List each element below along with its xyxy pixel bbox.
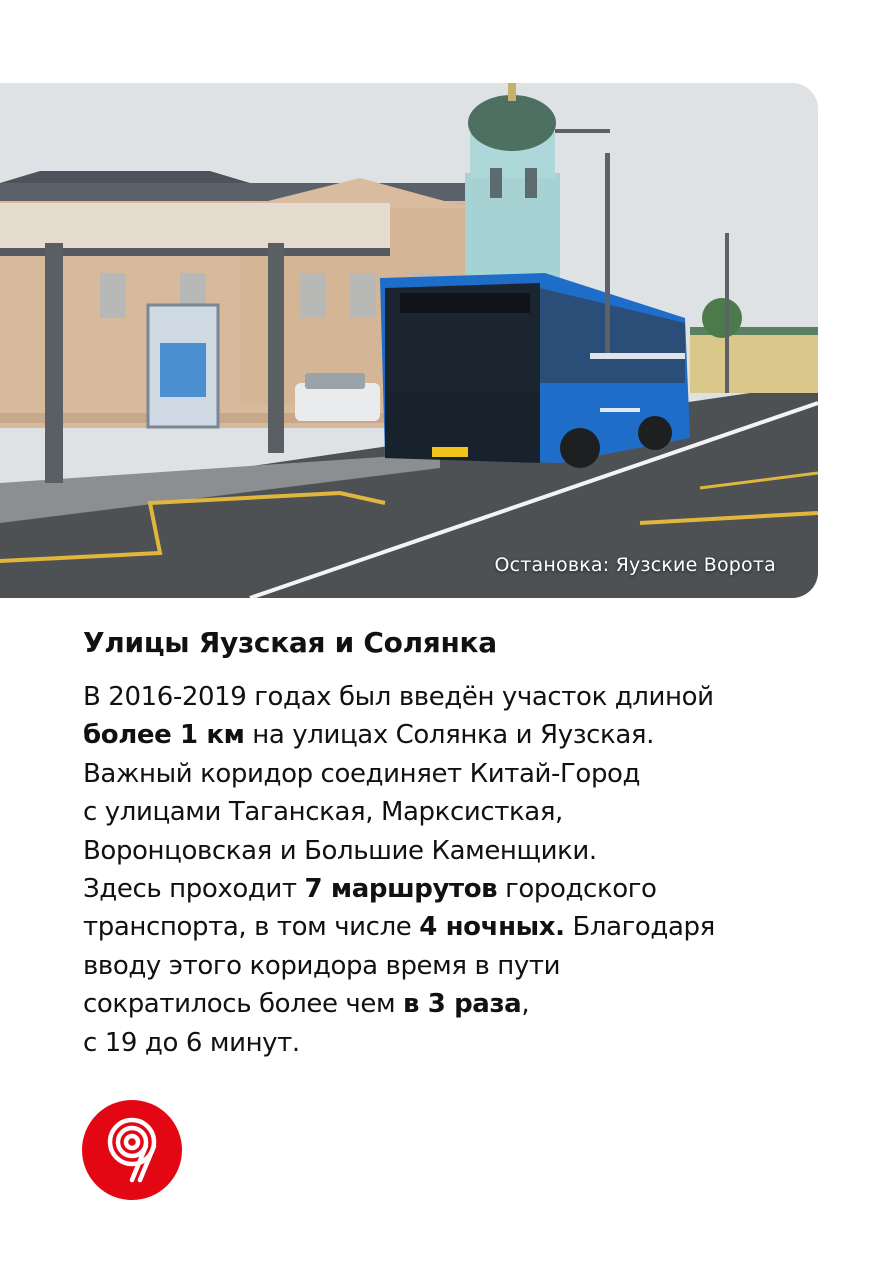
highlight: 4 ночных. [419,912,565,943]
body-line: Здесь проходит 7 маршрутов городского [83,874,657,905]
highlight: более 1 км [83,720,245,751]
body-line: вводу этого коридора время в пути [83,950,561,981]
highlight: 7 маршрутов [304,874,498,905]
highlight: в 3 раза [403,989,522,1020]
body-line: В 2016-2019 годах был введён участок длиной [83,682,714,712]
body-line: с улицами Таганская, Марксисткая, [83,797,563,828]
photo-caption: Остановка: Яузские Ворота [494,554,776,576]
bus-stop-photo [0,83,818,598]
body-line: с 19 до 6 минут. [83,1027,300,1058]
body-line: Важный коридор соединяет Китай-Город [83,758,641,789]
article-title: Улицы Яузская и Солянка [83,626,497,659]
body-line: транспорта, в том числе 4 ночных. Благодаря [83,912,715,943]
body-line: более 1 км на улицах Солянка и Яузская. [83,720,654,751]
article-body [83,678,873,1062]
moscow-transport-logo-icon [82,1100,182,1200]
body-line: сократилось более чем в 3 раза, [83,989,530,1020]
photo-card [0,83,818,598]
body-line: Воронцовская и Большие Каменщики. [83,835,597,866]
